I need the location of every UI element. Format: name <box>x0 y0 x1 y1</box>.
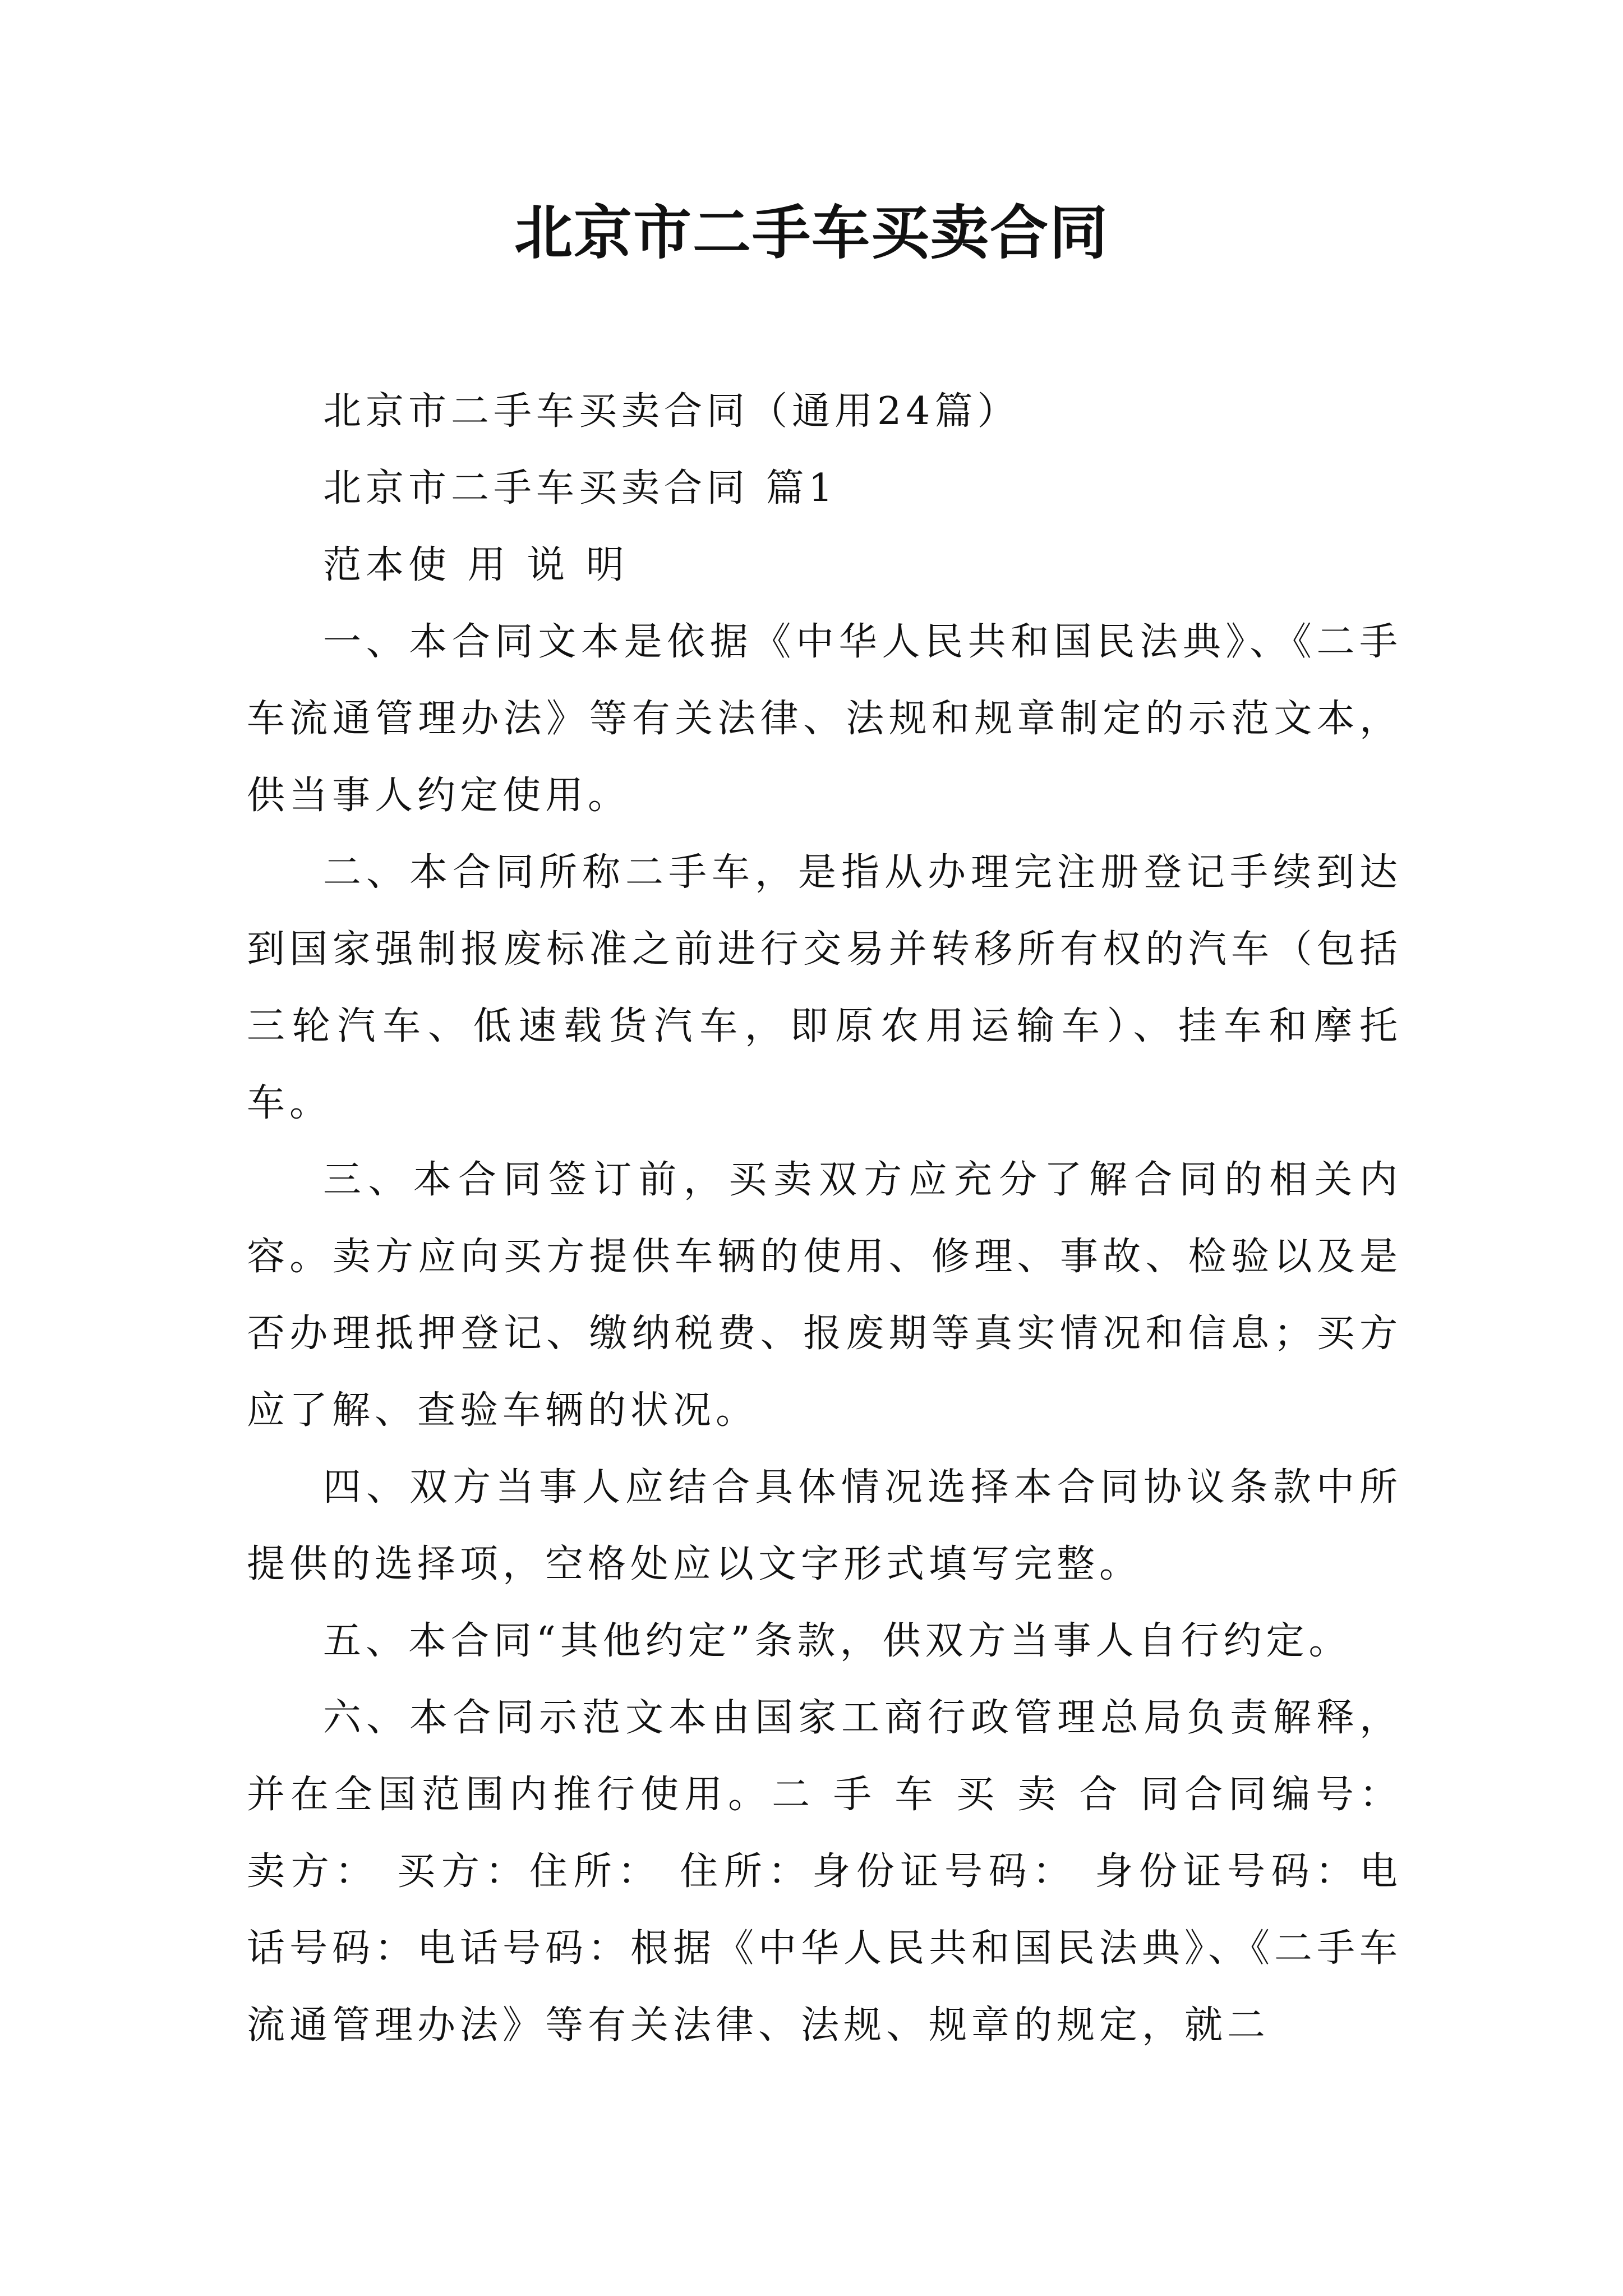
paragraph-section-title: 北京市二手车买卖合同 篇1 <box>323 466 837 510</box>
paragraph-heading: 北京市二手车买卖合同（通用24篇） <box>323 389 1020 434</box>
document-title: 北京市二手车买卖合同 <box>514 198 1109 267</box>
paragraph-clause-3: 三、本合同签订前，买卖双方应充分了解合同的相关内容。卖方应向买方提供车辆的使用、修理、事故、检验以及是否办理抵押登记、缴纳税费、报废期等真实情况和信息；买方应了解、查验车辆的状况。 <box>247 1158 1402 1433</box>
paragraph-usage-heading: 范本使 用 说 明 <box>323 543 629 587</box>
document-body <box>247 373 1402 2064</box>
paragraph-clause-5: 五、本合同“其他约定”条款，供双方当事人自行约定。 <box>323 1619 1352 1663</box>
paragraph-clause-6: 六、本合同示范文本由国家工商行政管理总局负责解释，并在全国范围内推行使用。二 手 车 买 卖 合 同合同编号：卖方： 买方：住所： 住所：身份证号码： 身份证号码：电话号码：电话号码：根据《中华人民共和国民法典》、《二手车流通管理办法》等有关法律、法规、规章的规定，就二 <box>247 1696 1403 2047</box>
paragraph-clause-1: 一、本合同文本是依据《中华人民共和国民法典》、《二手车流通管理办法》等有关法律、法规和规章制定的示范文本，供当事人约定使用。 <box>247 620 1402 818</box>
paragraph-clause-2: 二、本合同所称二手车，是指从办理完注册登记手续到达到国家强制报废标准之前进行交易并转移所有权的汽车（包括三轮汽车、低速载货汽车，即原农用运输车）、挂车和摩托车。 <box>247 850 1402 1125</box>
paragraph-clause-4: 四、双方当事人应结合具体情况选择本合同协议条款中所提供的选择项，空格处应以文字形式填写完整。 <box>247 1465 1402 1586</box>
